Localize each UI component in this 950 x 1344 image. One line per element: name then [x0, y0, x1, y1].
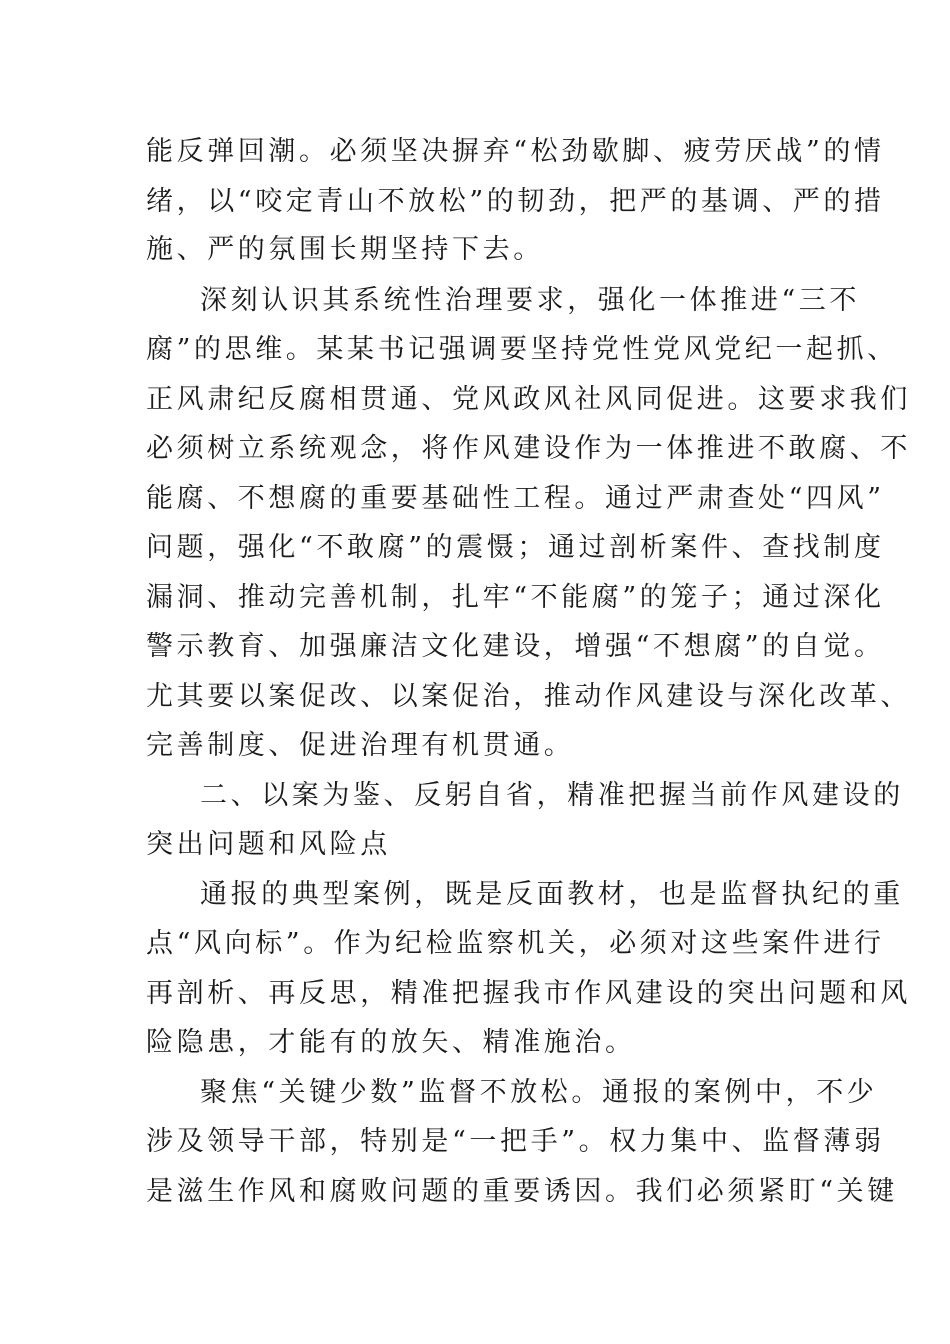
text-line: 是滋生作风和腐败问题的重要诱因。我们必须紧盯“关键: [146, 1176, 898, 1207]
text-line: 腐”的思维。某某书记强调要坚持党性党风党纪一起抓、: [146, 334, 898, 365]
text-line: 正风肃纪反腐相贯通、党风政风社风同促进。这要求我们: [146, 384, 911, 415]
text-line: 点“风向标”。作为纪检监察机关，必须对这些案件进行: [146, 928, 885, 959]
text-line: 绪，以“咬定青山不放松”的韧劲，把严的基调、严的措: [146, 186, 885, 217]
text-line: 尤其要以案促改、以案促治，推动作风建设与深化改革、: [146, 681, 911, 712]
section-heading-continued: 突出问题和风险点: [146, 829, 391, 860]
text-line: 问题，强化“不敢腐”的震慑；通过剖析案件、查找制度: [146, 532, 885, 563]
paragraph-first-line: 通报的典型案例，既是反面教材，也是监督执纪的重: [200, 879, 904, 910]
section-heading: 二、以案为鉴、反躬自省，精准把握当前作风建设的: [200, 780, 904, 811]
text-line: 再剖析、再反思，精准把握我市作风建设的突出问题和风: [146, 978, 911, 1009]
text-line: 能反弹回潮。必须坚决摒弃“松劲歇脚、疲劳厌战”的情: [146, 136, 885, 167]
text-line: 施、严的氛围长期坚持下去。: [146, 234, 544, 265]
text-line: 完善制度、促进治理有机贯通。: [146, 730, 575, 761]
text-line: 必须树立系统观念，将作风建设作为一体推进不敢腐、不: [146, 433, 911, 464]
paragraph-first-line: 聚焦“关键少数”监督不放松。通报的案例中，不少: [200, 1077, 878, 1108]
text-line: 能腐、不想腐的重要基础性工程。通过严肃查处“四风”: [146, 483, 885, 514]
text-line: 漏洞、推动完善机制，扎牢“不能腐”的笼子；通过深化: [146, 582, 885, 613]
text-line: 警示教育、加强廉洁文化建设，增强“不想腐”的自觉。: [146, 631, 885, 662]
text-line: 涉及领导干部，特别是“一把手”。权力集中、监督薄弱: [146, 1126, 885, 1157]
paragraph-first-line: 深刻认识其系统性治理要求，强化一体推进“三不: [200, 285, 861, 316]
text-line: 险隐患，才能有的放矢、精准施治。: [146, 1027, 636, 1058]
